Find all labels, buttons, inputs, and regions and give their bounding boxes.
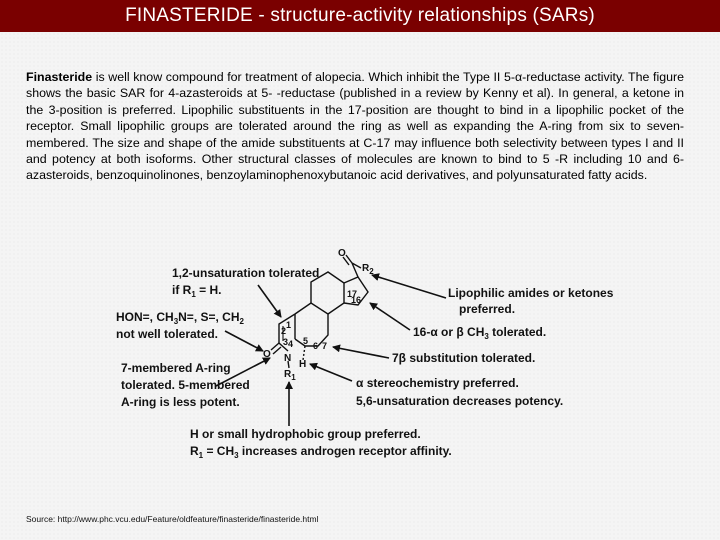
arrow-16-methyl (370, 303, 410, 330)
locant-5: 5 (303, 336, 309, 346)
annotation-hydrophobic-line2: $R_1 = CH_3$ increases androgen receptor affinity. (190, 444, 452, 460)
annotation-lipophilic-line1: Lipophilic amides or ketones (448, 286, 614, 300)
intro-lead: Finasteride (26, 70, 93, 84)
atom-nitrogen: N (284, 353, 292, 364)
arrow-7ring (216, 358, 270, 386)
annotation-unsaturation-line2: if $R_1 = H$. (172, 283, 222, 299)
annotation-lipophilic-line2: preferred. (459, 302, 516, 316)
annotation-alpha-line2: 5,6-unsaturation decreases potency. (356, 394, 564, 408)
annotation-7ring-line3: A-ring is less potent. (121, 395, 240, 409)
intro-paragraph (26, 69, 684, 184)
annotation-hon-line1: HON=, $CH_3N=$, S=, $CH_2$ (116, 310, 244, 326)
annotation-hydrophobic-line1: H or small hydrophobic group preferred. (190, 427, 421, 441)
atom-oxygen-17: O (338, 248, 346, 259)
locant-1: 1 (286, 320, 292, 330)
annotation-7ring-line2: tolerated. 5-membered (121, 378, 250, 392)
atom-hydrogen-5: H (299, 359, 307, 370)
annotation-16-methyl: 16-α or β $CH_3$ tolerated. (413, 325, 547, 341)
atom-r2: $R_2$ (362, 263, 374, 276)
arrow-alpha (310, 364, 352, 381)
steroid-structure (271, 255, 368, 368)
arrow-7beta (333, 347, 389, 358)
intro-text: is well know compound for treatment of alopecia. Which inhibit the Type II 5-α-reductase activity. The figure shows the basic SAR for 4-azasteroids at 5- -reductase (published in a review by Kenny et al). In general, a ketone in the 3-position is preferred. Lipophilic substituents in the 17-position are thought to bind in a lipophilic pocket of the receptor. Small lipophilic groups are tolerated around the ring as well as expanding the A-ring from six to seven-membered. The size and shape of the amide substituents at C-17 may influence both selectivity between types I and II and potency at both isoforms. Other structural classes of molecules are known to bind to 5 -R including 10 and 6-azasteroids, benzoquinolinones, benzoylaminophenoxybutanoic acid derivatives, and polyunsaturated fatty acids. (26, 70, 684, 183)
atom-oxygen-3: O (263, 349, 271, 360)
locant-2: 2 (281, 326, 287, 336)
annotation-alpha-line1: α stereochemistry preferred. (356, 376, 519, 390)
arrow-unsaturation (258, 285, 281, 317)
locant-4: 4 (288, 339, 294, 349)
atom-r1: $R_1$ (284, 369, 296, 382)
annotation-hon-line2: not well tolerated. (116, 327, 219, 341)
source-citation: Source: http://www.phc.vcu.edu/Feature/oldfeature/finasteride/finasteride.html (26, 514, 319, 524)
title-bar (0, 0, 720, 32)
arrow-lipophilic (372, 275, 446, 298)
arrow-hon (225, 331, 263, 351)
annotation-7beta: 7β substitution tolerated. (392, 351, 536, 365)
page-title: FINASTERIDE - structure-activity relationships (SARs) (125, 5, 595, 26)
locant-16: 16 (351, 295, 362, 305)
annotation-7ring-line1: 7-membered A-ring (121, 361, 231, 375)
locant-7: 7 (322, 341, 328, 351)
annotation-arrows (216, 275, 446, 426)
locant-17: 17 (347, 289, 358, 299)
locant-3: 3 (283, 337, 289, 347)
annotation-unsaturation-line1: 1,2-unsaturation tolerated (172, 266, 320, 280)
locant-6: 6 (313, 341, 319, 351)
